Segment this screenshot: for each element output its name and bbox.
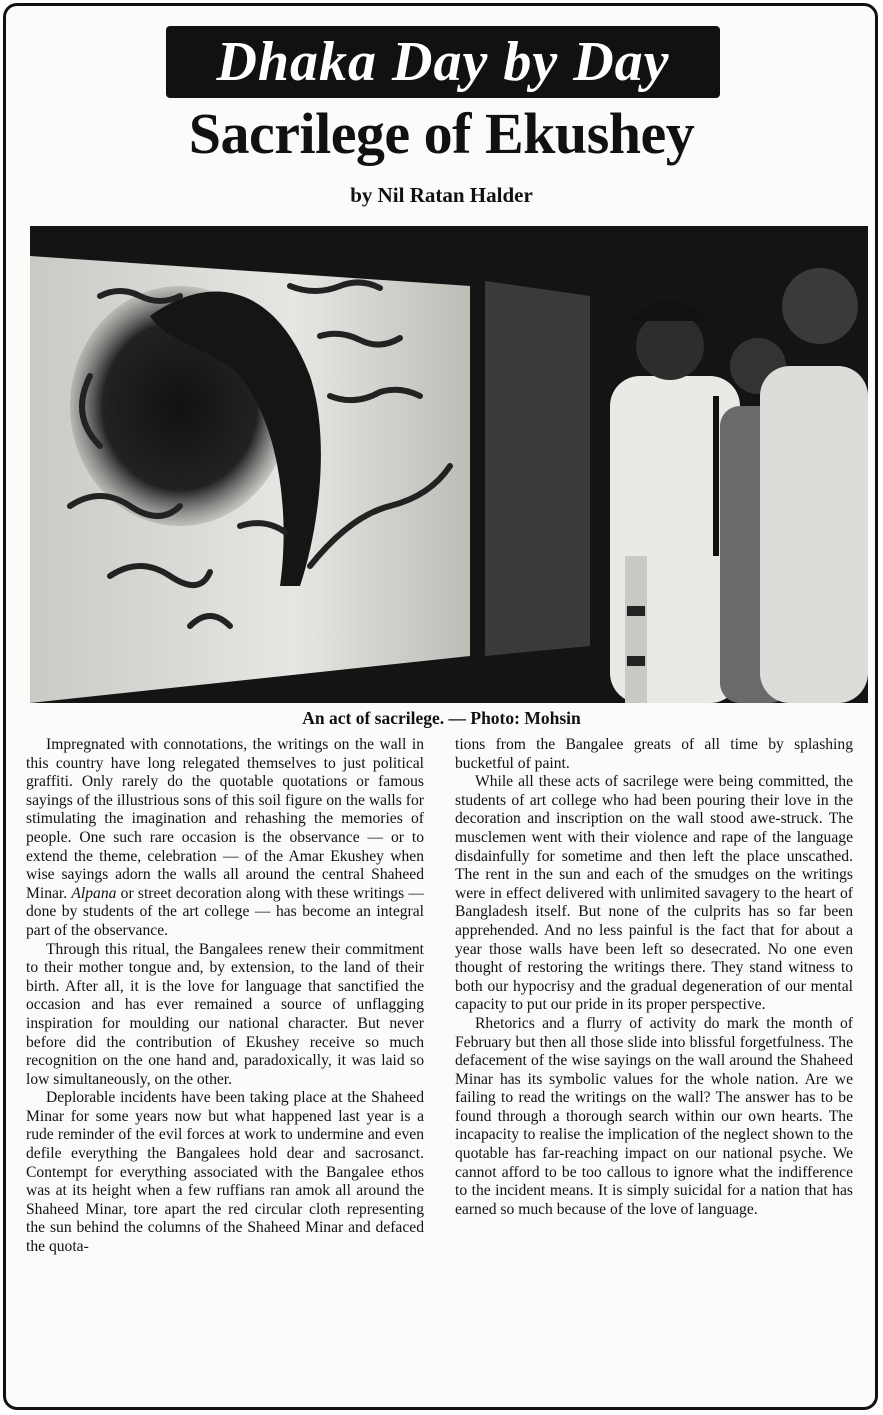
paragraph-text: or street decoration along with these writings — done by students of the art college — has become an integral part of the observance.	[26, 884, 425, 939]
wall-panel-dark	[485, 281, 590, 656]
byline: by Nil Ratan Halder	[350, 183, 533, 207]
headline: Sacrilege of Ekushey	[188, 101, 695, 166]
photo-caption: An act of sacrilege. — Photo: Mohsin	[302, 708, 581, 728]
masthead-title: Dhaka Day by Day	[216, 31, 670, 93]
masthead-banner	[166, 26, 720, 98]
paragraph: Through this ritual, the Bangalees renew their commitment to their mother tongue and, by extension, to the land of their birth. After all, it is the love for language that sanctified the occasion and has ever remained a source of unflagging inspiration for moulding our national character. But never before did the contribution of Ekushey receive so much recognition on the one hand and, paradoxically, it was laid so low simultaneously, on the other.	[26, 940, 424, 1088]
paragraph	[26, 736, 424, 941]
paragraph: Deplorable incidents have been taking place at the Shaheed Minar for some years now but what happened last year is a rude reminder of the evil forces at work to undermine and even defile everything the Bangalees hold dear and sacrosanct. Contempt for everything associated with the Bangalee ethos was at its height when a few ruffians ran amok all around the Shaheed Minar, tore apart the red circular cloth representing the sun behind the columns of the Shaheed Minar and defaced the quota-	[26, 1089, 424, 1256]
article-photo	[30, 226, 868, 703]
article-column-right	[455, 736, 853, 1219]
italic-term: Alpana	[71, 884, 117, 902]
paragraph: tions from the Bangalee greats of all time by splashing bucketful of paint.	[455, 736, 853, 772]
photo-illustration	[30, 226, 868, 703]
article-column-left	[26, 736, 424, 1257]
paragraph: While all these acts of sacrilege were being committed, the students of art college who had been pouring their love in the decoration and inscription on the wall stood awe-struck. The musclemen went with their violence and rape of the language disdainfully for sometime and then left the place unscathed. The rent in the sun and each of the smudges on the writings were in effect delivered with unlimited savagery to the heart of Bangladesh itself. But none of the culprits has so far been apprehended. And no less painful is the fact that for about a year those walls have been left so desecrated. No one even thought of restoring the writings there. They stand witness to both our hypocrisy and the gradual degeneration of our mental capacity to put our pride in its proper perspective.	[455, 773, 853, 1014]
paragraph-text: Impregnated with connotations, the writings on the wall in this country have long relegated themselves to just political graffiti. Only rarely do the quotable quotations or famous sayings of the illustrious sons of this soil figure on the walls for stimulating the imagination and rehashing the memories of people. One such rare occasion is the observance — or to extend the theme, celebration — of the Amar Ekushey when wise sayings adorn the walls all around the central Shaheed Minar.	[26, 736, 424, 902]
paragraph: Rhetorics and a flurry of activity do mark the month of February but then all those slide into blissful forgetfulness. The defacement of the wise sayings on the wall around the Shaheed Minar has its symbolic values for the whole nation. Are we failing to read the writings on the wall? The answer has to be found through a thorough search within our own hearts. The incapacity to realise the implication of the neglect shown to the quotable has far-reaching impact on our national psyche. We cannot afford to be too callous to ignore what the indifference to the incident means. It is simply suicidal for a nation that has earned so much because of the love of language.	[455, 1014, 853, 1218]
